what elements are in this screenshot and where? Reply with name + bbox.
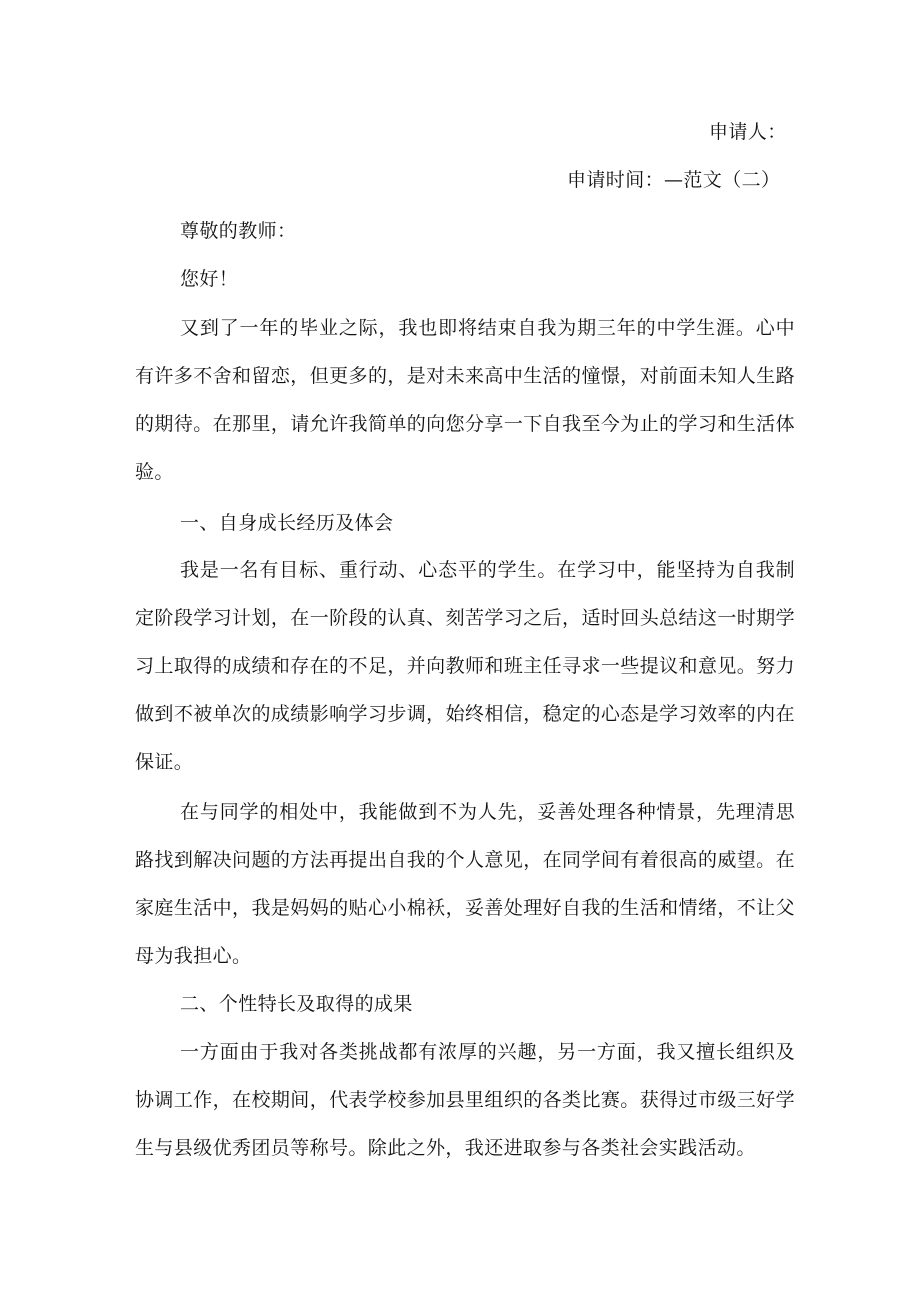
greeting-hello: 您好！ bbox=[180, 268, 239, 290]
salutation: 尊敬的教师： bbox=[180, 220, 297, 242]
section1-heading: 一、自身成长经历及体会 bbox=[180, 512, 394, 534]
intro-paragraph: 又到了一年的毕业之际，我也即将结束自我为期三年的中学生涯。心中有许多不舍和留恋，但更多的，是对未来高中生活的憧憬，对前面未知人生路的期待。在那里，请允许我简单的向您分享一下自我至今为止的学习和生活体验。 bbox=[135, 317, 795, 483]
section1-paragraph-1: 我是一名有目标、重行动、心态平的学生。在学习中，能坚持为自我制定阶段学习计划，在一阶段的认真、刻苦学习之后，适时回头总结这一时期学习上取得的成绩和存在的不足，并向教师和班主任寻求一些提议和意见。努力做到不被单次的成绩影响学习步调，始终相信，稳定的心态是学习效率的内在保证。 bbox=[135, 559, 795, 773]
application-date-label: 申请时间：—范文（二） bbox=[567, 169, 781, 191]
section2-paragraph-1: 一方面由于我对各类挑战都有浓厚的兴趣，另一方面，我又擅长组织及协调工作，在校期间，代表学校参加县里组织的各类比赛。获得过市级三好学生与县级优秀团员等称号。除此之外，我还进取参与各类社会实践活动。 bbox=[135, 1041, 795, 1159]
section2-heading: 二、个性特长及取得的成果 bbox=[180, 993, 413, 1015]
section1-paragraph-2: 在与同学的相处中，我能做到不为人先，妥善处理各种情景，先理清思路找到解决问题的方法再提出自我的个人意见，在同学间有着很高的威望。在家庭生活中，我是妈妈的贴心小棉袄，妥善处理好自我的生活和情绪，不让父母为我担心。 bbox=[135, 801, 795, 967]
applicant-label: 申请人： bbox=[709, 121, 787, 143]
